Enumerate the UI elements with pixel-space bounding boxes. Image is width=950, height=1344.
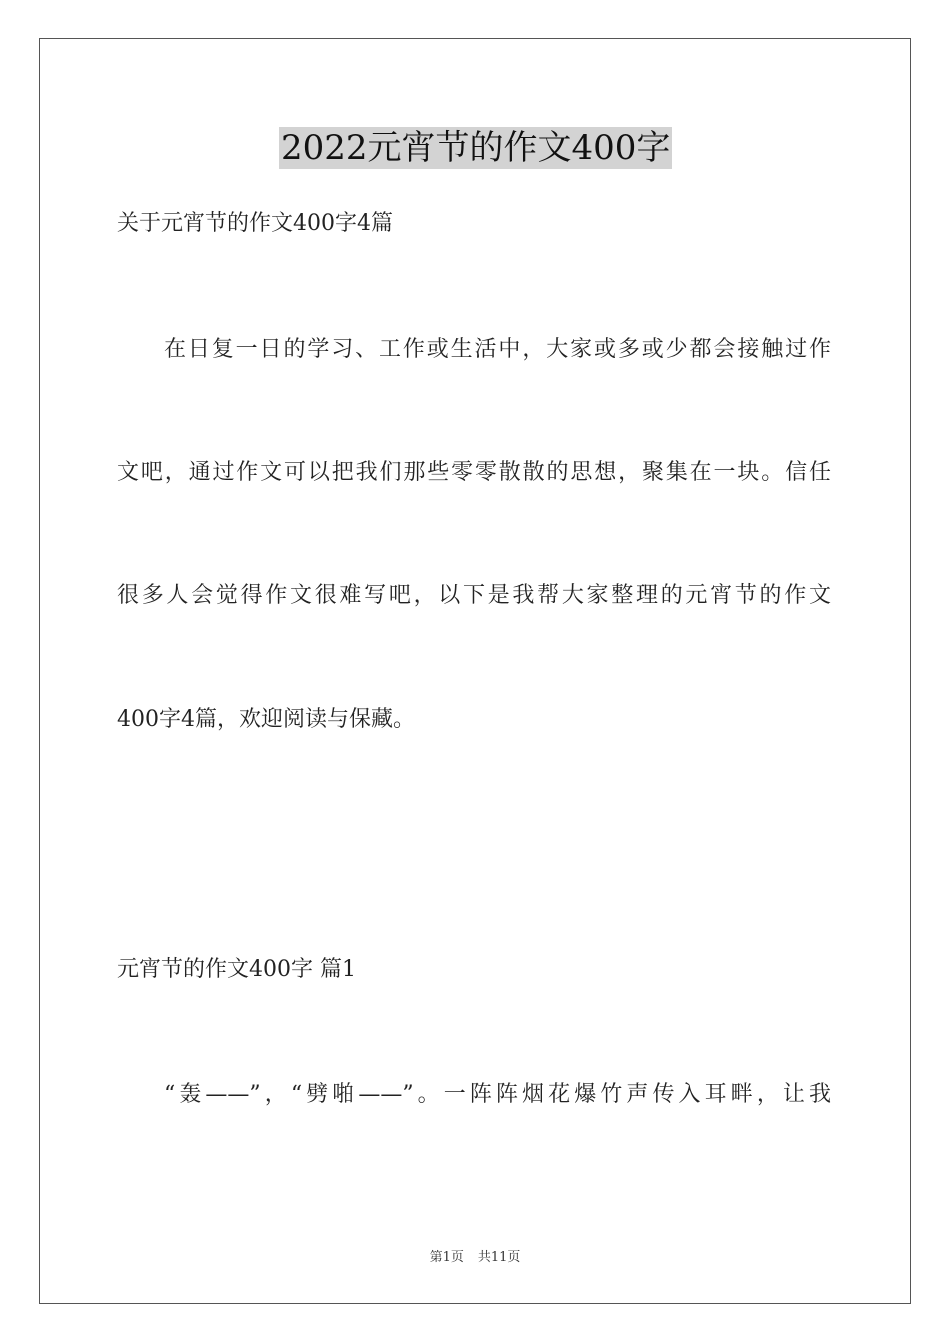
intro-line-2: 文吧，通过作文可以把我们那些零零散散的思想，聚集在一块。信任 (117, 460, 831, 485)
page-total: 共11页 (477, 1250, 521, 1265)
page-number: 第1页 (429, 1250, 464, 1265)
page-footer (0, 1246, 950, 1265)
document-title: 2022元宵节的作文400字 (281, 128, 671, 168)
intro-line-1: 在日复一日的学习、工作或生活中，大家或多或少都会接触过作 (164, 337, 831, 362)
section-line-1: “轰——”，“劈啪——”。一阵阵烟花爆竹声传入耳畔，让我 (164, 1082, 831, 1107)
intro-line-3: 很多人会觉得作文很难写吧，以下是我帮大家整理的元宵节的作文 (117, 583, 831, 608)
intro-line-4: 400字4篇，欢迎阅读与保藏。 (117, 707, 415, 732)
section-heading: 元宵节的作文400字 篇1 (117, 957, 356, 982)
document-subtitle: 关于元宵节的作文400字4篇 (117, 211, 393, 236)
